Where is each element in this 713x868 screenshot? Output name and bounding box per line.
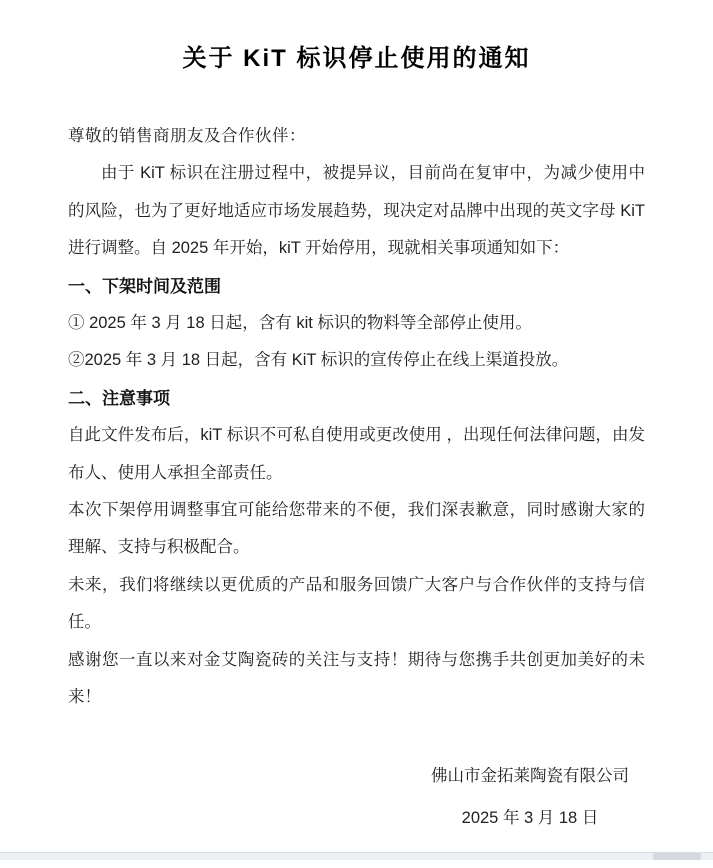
signature-block [431, 755, 629, 839]
section-2-paragraph-4: 感谢您一直以来对金艾陶瓷砖的关注与支持！期待与您携手共创更加美好的未来！ [68, 650, 645, 707]
signature-date: 2025 年 3 月 18 日 [461, 808, 599, 827]
taskbar-edge [0, 852, 713, 860]
section-1-heading: 一、下架时间及范围 [68, 276, 221, 296]
section-2-paragraph-1: 自此文件发布后，kiT 标识不可私自使用或更改使用 ，出现任何法律问题，由发布人、使用人承担全部责任。 [68, 426, 645, 482]
intro-paragraph: 由于 KiT 标识在注册过程中，被提异议，目前尚在复审中，为减少使用中的风险，也为了更好地适应市场发展趋势，现决定对品牌中出现的英文字母 KiT 进行调整。自 2025 年开始，kiT 开始停用，现就相关事项通知如下： [68, 164, 645, 258]
section-2-paragraph-2: 本次下架停用调整事宜可能给您带来的不便，我们深表歉意，同时感谢大家的理解、支持与积极配合。 [68, 501, 645, 557]
section-1-item-2: ②2025 年 3 月 18 日起，含有 KiT 标识的宣传停止在线上渠道投放。 [68, 351, 569, 370]
taskbar-edge-segment [653, 853, 701, 860]
section-1-item-1: ① 2025 年 3 月 18 日起，含有 kit 标识的物料等全部停止使用。 [68, 314, 532, 333]
salutation-line: 尊敬的销售商朋友及合作伙伴： [68, 127, 306, 145]
section-2-paragraph-3: 未来，我们将继续以更优质的产品和服务回馈广大客户与合作伙伴的支持与信任。 [68, 575, 645, 632]
signature-company: 佛山市金拓莱陶瓷有限公司 [431, 766, 629, 785]
document-title: 关于 KiT 标识停止使用的通知 [182, 45, 531, 72]
document-body [68, 118, 645, 839]
section-2-heading: 二、注意事项 [68, 388, 170, 408]
